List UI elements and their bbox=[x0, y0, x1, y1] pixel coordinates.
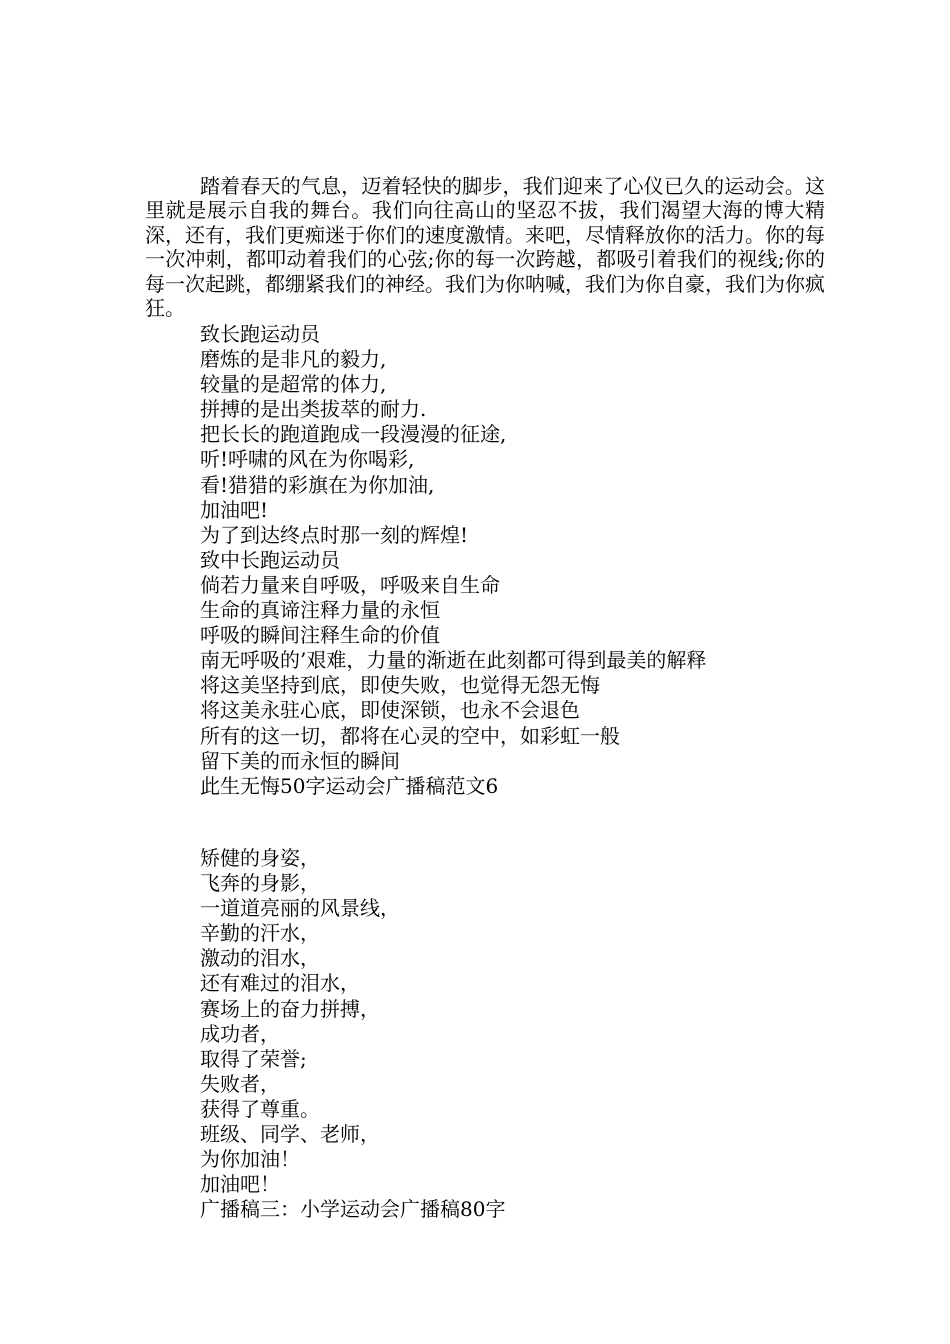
text-line: 倘若力量来自呼吸，呼吸来自生命 bbox=[200, 572, 500, 597]
text-line: 矫健的身姿， bbox=[200, 846, 320, 870]
text-line: 激动的泪水， bbox=[200, 946, 320, 971]
text-line: 把长长的跑道跑成一段漫漫的征途, bbox=[200, 422, 507, 447]
text-line: 看!猎猎的彩旗在为你加油, bbox=[200, 472, 435, 497]
text-line: 将这美永驻心底，即使深锁，也永不会退色 bbox=[200, 698, 580, 723]
text-line: 留下美的而永恒的瞬间 bbox=[200, 748, 400, 773]
intro-paragraph bbox=[145, 174, 825, 320]
paragraph-line: 一次跨越，都吸引着我们的视线;你的每一次起跳，都绷紧我们的神 bbox=[145, 247, 825, 296]
text-line: 赛场上的奋力拼搏， bbox=[200, 996, 380, 1021]
paragraph-line: 渴望大海的博大精深，还有，我们更痴迷于你们的速度激情。来吧， bbox=[145, 198, 825, 247]
poem-block-athlete bbox=[200, 846, 505, 1222]
text-line: 将这美坚持到底，即使失败，也觉得无怨无悔 bbox=[200, 673, 600, 698]
text-line: 所有的这一切，都将在心灵的空中，如彩虹一般 bbox=[200, 723, 620, 748]
text-line: 致长跑运动员 bbox=[200, 322, 320, 346]
text-line: 一道道亮丽的风景线， bbox=[200, 896, 400, 921]
text-line: 加油吧! bbox=[200, 497, 269, 522]
text-line: 失败者， bbox=[200, 1071, 280, 1096]
text-line: 为你加油！ bbox=[200, 1147, 300, 1172]
text-line: 生命的真谛注释力量的永恒 bbox=[200, 598, 440, 623]
paragraph-line: 尽情释放你的活力。你的每一次冲刺，都叩动着我们的心弦;你的每 bbox=[145, 222, 825, 272]
text-line: 班级、同学、老师， bbox=[200, 1122, 380, 1147]
text-line: 此生无悔50字运动会广播稿范文6 bbox=[200, 773, 499, 798]
paragraph-line: 经。我们为你呐喊，我们为你自豪，我们为你疯狂。 bbox=[145, 271, 825, 321]
paragraph-line: 动会。这里就是展示自我的舞台。我们向往高山的坚忍不拔，我们 bbox=[145, 174, 826, 223]
text-line: 致中长跑运动员 bbox=[200, 547, 340, 572]
text-line: 磨炼的是非凡的毅力, bbox=[200, 347, 387, 372]
text-line: 较量的是超常的体力, bbox=[200, 372, 387, 397]
text-line: 拼搏的是出类拔萃的耐力. bbox=[200, 397, 427, 422]
text-line: 辛勤的汗水， bbox=[200, 921, 320, 946]
poem-block-long-distance bbox=[200, 322, 706, 799]
text-line: 呼吸的瞬间注释生命的价值 bbox=[200, 623, 440, 648]
text-line: 广播稿三：小学运动会广播稿80字 bbox=[200, 1197, 506, 1222]
text-line: 为了到达终点时那一刻的辉煌! bbox=[200, 522, 469, 547]
text-line: 南无呼吸的’艰难，力量的渐逝在此刻都可得到最美的解释 bbox=[200, 648, 707, 673]
text-line: 飞奔的身影， bbox=[200, 871, 320, 896]
text-line: 听!呼啸的风在为你喝彩, bbox=[200, 447, 415, 472]
text-line: 获得了尊重。 bbox=[200, 1096, 320, 1121]
text-line: 加油吧！ bbox=[200, 1172, 280, 1197]
paragraph-line: 踏着春天的气息，迈着轻快的脚步，我们迎来了心仪已久的运 bbox=[200, 174, 745, 198]
text-line: 成功者， bbox=[200, 1021, 280, 1046]
text-line: 还有难过的泪水， bbox=[200, 971, 360, 996]
text-line: 取得了荣誉; bbox=[200, 1046, 307, 1071]
